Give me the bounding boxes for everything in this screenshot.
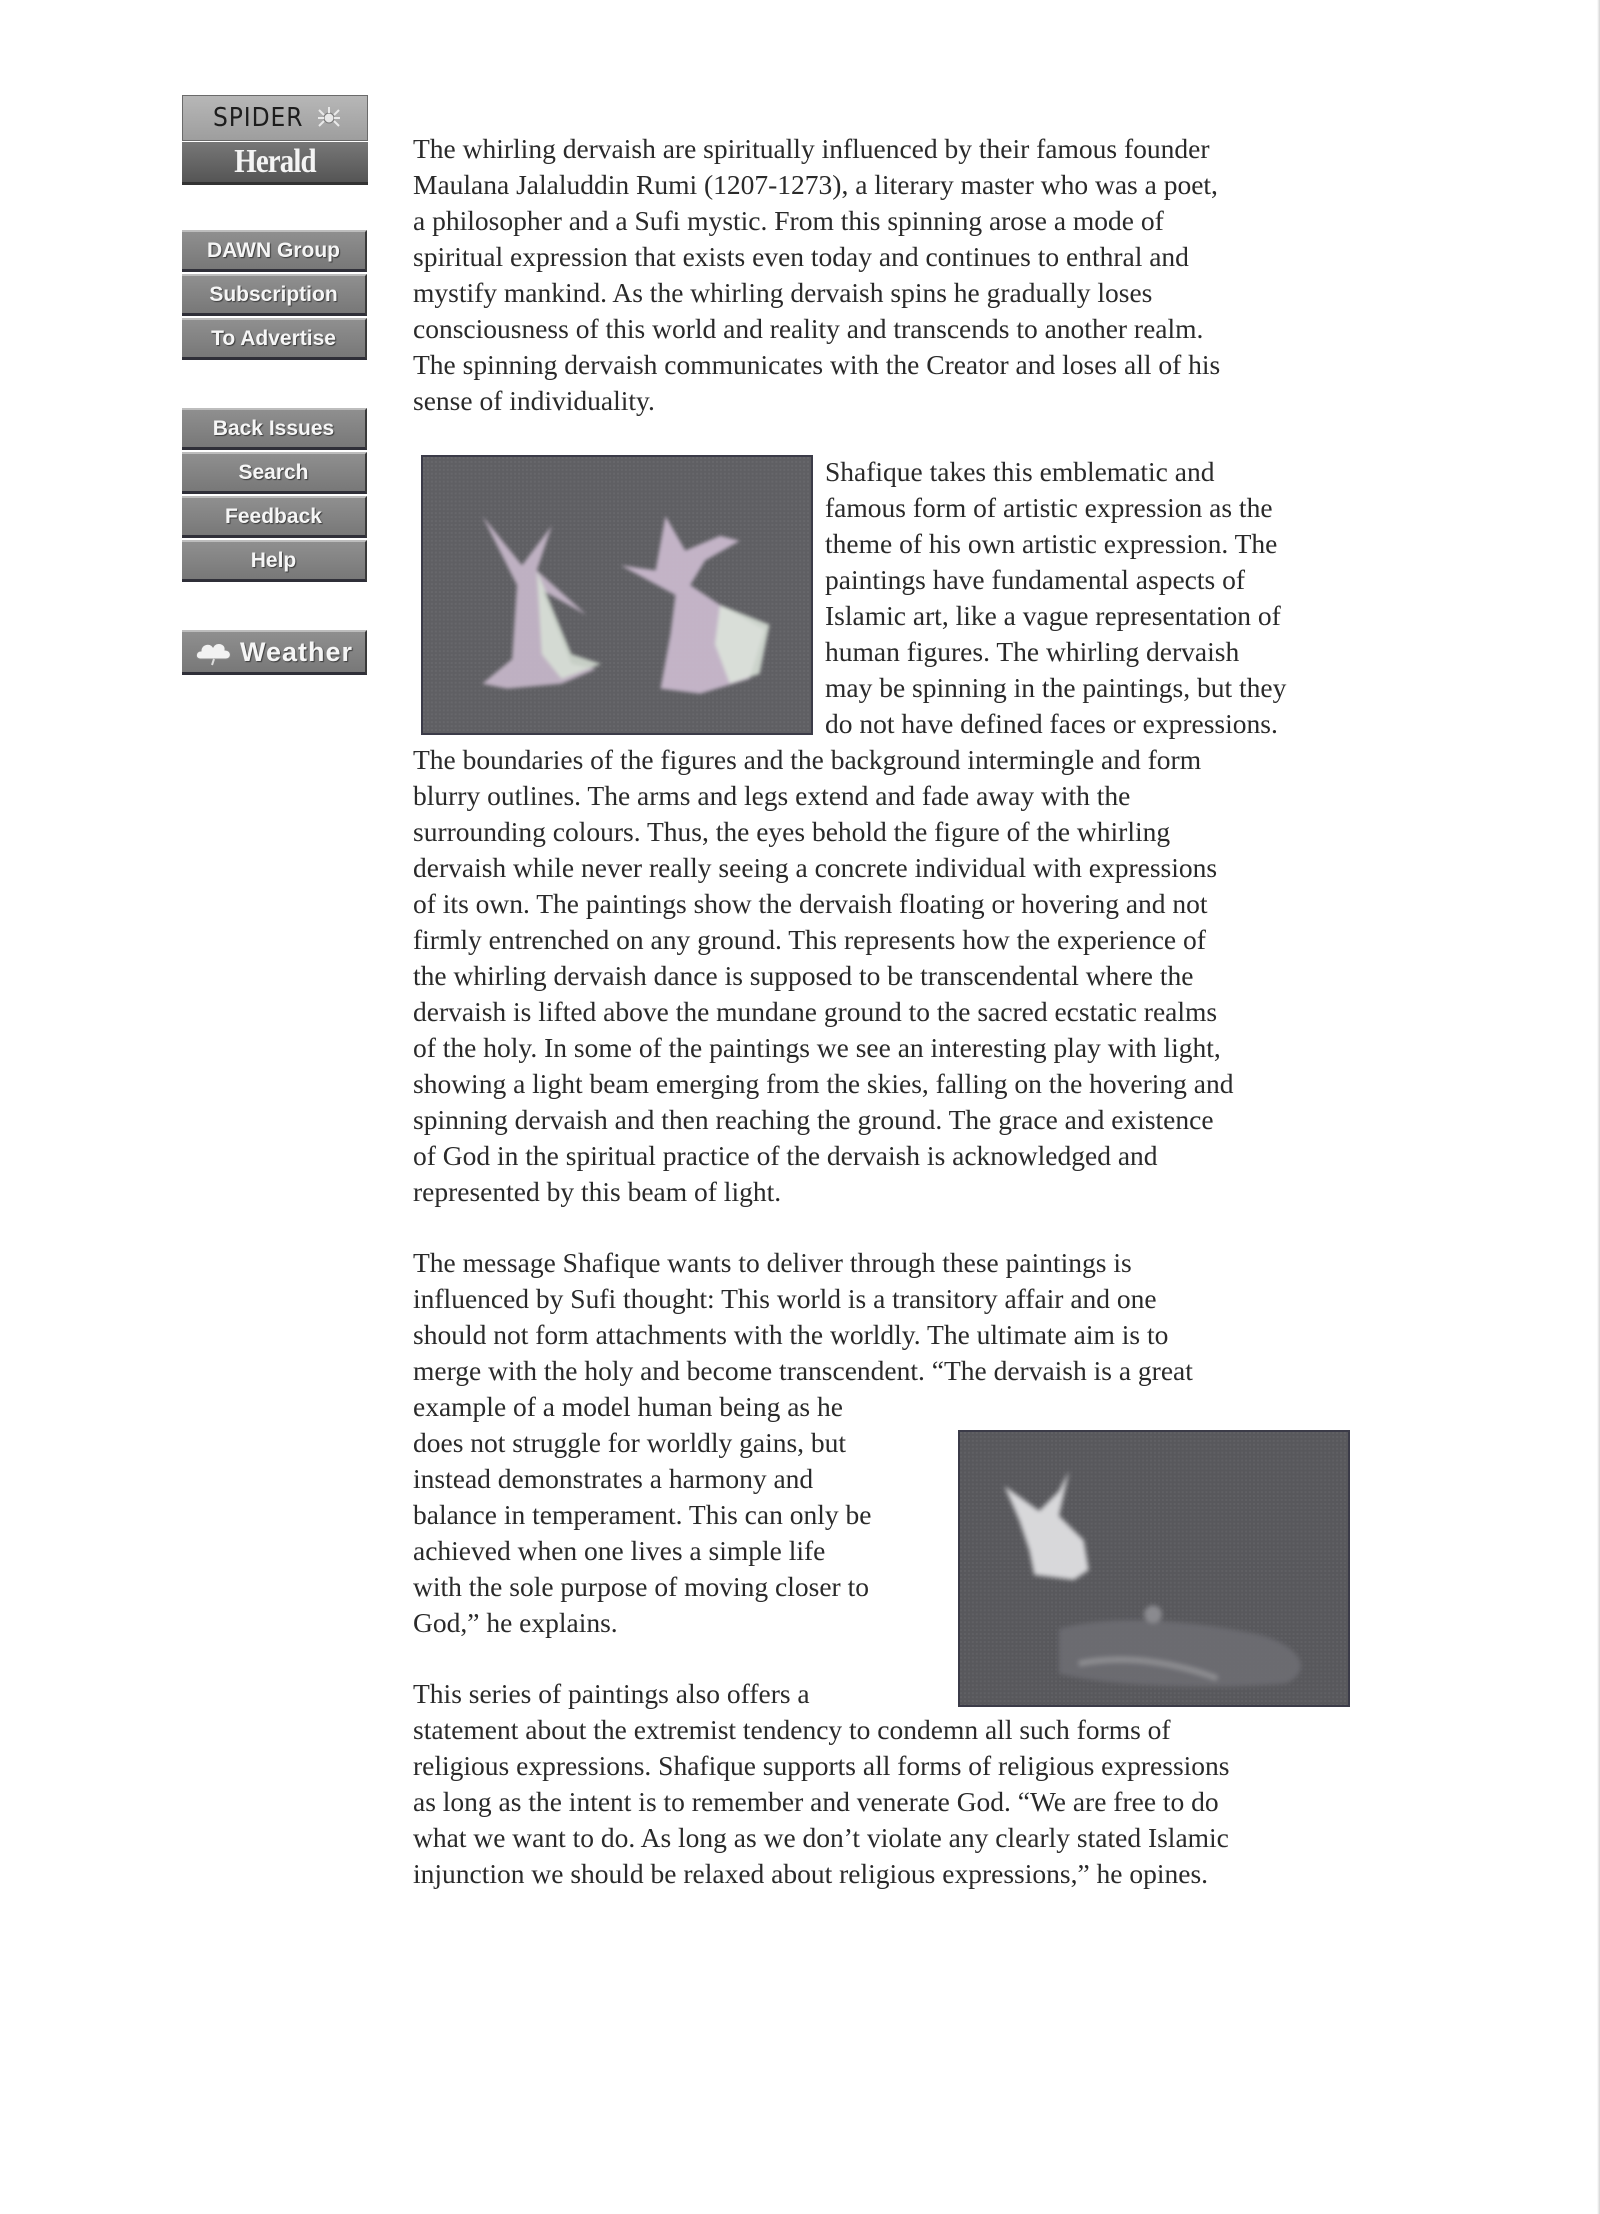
nav-label: Feedback xyxy=(225,504,322,528)
painting-image-single-dervish xyxy=(958,1430,1350,1707)
spider-herald-logo[interactable] xyxy=(182,95,368,185)
text-line: merge with the holy and become transcendent. “The dervaish is a great xyxy=(413,1355,1193,1386)
nav-label: DAWN Group xyxy=(207,238,340,262)
text-line: surrounding colours. Thus, the eyes behold the figure of the whirling xyxy=(413,816,1171,847)
text-line: The whirling dervaish are spiritually influenced by their famous founder xyxy=(413,133,1210,164)
text-line: religious expressions. Shafique supports all forms of religious expressions xyxy=(413,1750,1230,1781)
text-line: do not have defined faces or expressions. xyxy=(825,708,1278,739)
nav-label: Back Issues xyxy=(212,416,335,440)
nav-back-issues-button[interactable] xyxy=(182,408,367,450)
text-line: showing a light beam emerging from the skies, falling on the hovering and xyxy=(413,1068,1234,1099)
text-line: Islamic art, like a vague representation of xyxy=(825,600,1281,631)
nav-label: Weather xyxy=(239,636,354,667)
cloud-icon xyxy=(194,637,234,667)
text-line: achieved when one lives a simple life xyxy=(413,1535,826,1566)
logo-top-band xyxy=(182,95,368,141)
text-line: dervaish is lifted above the mundane ground to the sacred ecstatic realms xyxy=(413,996,1218,1027)
text-line: theme of his own artistic expression. The xyxy=(825,528,1278,559)
text-line: what we want to do. As long as we don’t violate any clearly stated Islamic xyxy=(413,1822,1229,1853)
nav-label: Search xyxy=(238,460,309,484)
text-line: balance in temperament. This can only be xyxy=(413,1499,872,1530)
text-line: firmly entrenched on any ground. This represents how the experience of xyxy=(413,924,1206,955)
nav-search-button[interactable] xyxy=(182,452,367,494)
dervish-painting-graphic xyxy=(960,1432,1348,1705)
nav-help-button[interactable] xyxy=(182,540,367,582)
logo-bottom-band xyxy=(182,142,368,185)
text-line: example of a model human being as he xyxy=(413,1391,843,1422)
text-line: should not form attachments with the worldly. The ultimate aim is to xyxy=(413,1319,1169,1350)
text-line: with the sole purpose of moving closer to xyxy=(413,1571,869,1602)
text-line: a philosopher and a Sufi mystic. From this spinning arose a mode of xyxy=(413,205,1164,236)
spider-icon xyxy=(316,105,342,131)
text-line: sense of individuality. xyxy=(413,385,655,416)
painting-image-two-dervishes xyxy=(421,455,813,735)
text-line: instead demonstrates a harmony and xyxy=(413,1463,814,1494)
text-line: of the holy. In some of the paintings we see an interesting play with light, xyxy=(413,1032,1221,1063)
text-line: influenced by Sufi thought: This world is a transitory affair and one xyxy=(413,1283,1157,1314)
nav-label: Subscription xyxy=(209,282,338,306)
logo-spider-text: SPIDER xyxy=(212,103,304,133)
text-line: statement about the extremist tendency to condemn all such forms of xyxy=(413,1714,1171,1745)
text-line: represented by this beam of light. xyxy=(413,1176,782,1207)
nav-feedback-button[interactable] xyxy=(182,496,367,538)
text-line: spinning dervaish and then reaching the ground. The grace and existence xyxy=(413,1104,1214,1135)
text-line: Shafique takes this emblematic and xyxy=(825,456,1215,487)
text-line: mystify mankind. As the whirling dervaish spins he gradually loses xyxy=(413,277,1153,308)
text-line: God,” he explains. xyxy=(413,1607,618,1638)
text-line: blurry outlines. The arms and legs extend and fade away with the xyxy=(413,780,1131,811)
text-line: paintings have fundamental aspects of xyxy=(825,564,1246,595)
text-line: dervaish while never really seeing a concrete individual with expressions xyxy=(413,852,1218,883)
text-line: may be spinning in the paintings, but they xyxy=(825,672,1287,703)
text-line: as long as the intent is to remember and venerate God. “We are free to do xyxy=(413,1786,1219,1817)
text-line: consciousness of this world and reality and transcends to another realm. xyxy=(413,313,1204,344)
nav-dawn-group-button[interactable] xyxy=(182,230,367,272)
text-line: famous form of artistic expression as the xyxy=(825,492,1273,523)
text-line: of God in the spiritual practice of the dervaish is acknowledged and xyxy=(413,1140,1158,1171)
dervishes-painting-graphic xyxy=(423,457,811,733)
text-line: The boundaries of the figures and the background intermingle and form xyxy=(413,744,1202,775)
text-line: Maulana Jalaluddin Rumi (1207-1273), a literary master who was a poet, xyxy=(413,169,1218,200)
text-line: injunction we should be relaxed about religious expressions,” he opines. xyxy=(413,1858,1209,1889)
text-line: The spinning dervaish communicates with the Creator and loses all of his xyxy=(413,349,1221,380)
logo-herald-text: Herald xyxy=(234,143,316,180)
text-line: This series of paintings also offers a xyxy=(413,1678,810,1709)
text-line: The message Shafique wants to deliver through these paintings is xyxy=(413,1247,1132,1278)
text-line: of its own. The paintings show the dervaish floating or hovering and not xyxy=(413,888,1208,919)
nav-label: To Advertise xyxy=(211,326,336,350)
text-line: human figures. The whirling dervaish xyxy=(825,636,1240,667)
nav-label: Help xyxy=(250,548,297,572)
nav-subscription-button[interactable] xyxy=(182,274,367,316)
nav-weather-button[interactable] xyxy=(182,630,367,675)
text-line: the whirling dervaish dance is supposed to be transcendental where the xyxy=(413,960,1194,991)
text-line: does not struggle for worldly gains, but xyxy=(413,1427,847,1458)
nav-to-advertise-button[interactable] xyxy=(182,318,367,360)
text-line: spiritual expression that exists even today and continues to enthral and xyxy=(413,241,1189,272)
